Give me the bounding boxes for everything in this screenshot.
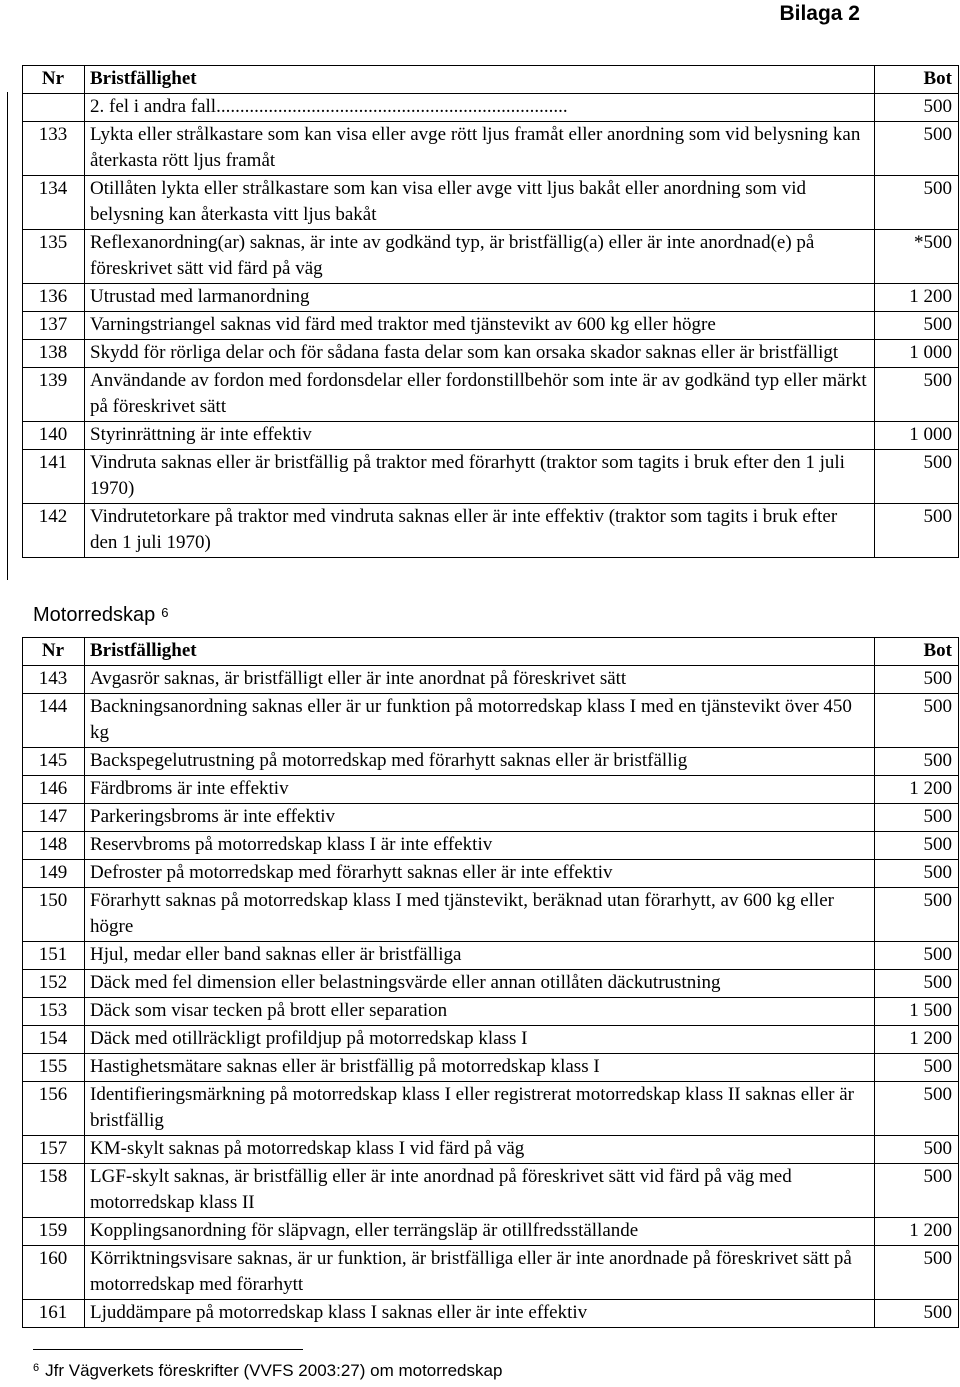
- row-number: 148: [23, 832, 85, 860]
- row-fine: 500: [875, 860, 959, 888]
- row-fine: 500: [875, 748, 959, 776]
- row-description: Kopplingsanordning för släpvagn, eller terrängsläp är otillfredsställande: [85, 1218, 875, 1246]
- table-row: [23, 888, 959, 942]
- row-fine: 1 200: [875, 776, 959, 804]
- table-row: [23, 694, 959, 748]
- row-fine: 500: [875, 1164, 959, 1218]
- row-description: Hastighetsmätare saknas eller är bristfällig på motorredskap klass I: [85, 1054, 875, 1082]
- row-fine: 500: [875, 694, 959, 748]
- table-row: [23, 776, 959, 804]
- table-row: [23, 422, 959, 450]
- footnote-number: 6: [33, 1362, 40, 1374]
- page-header-label: Bilaga 2: [779, 2, 860, 25]
- row-fine: 500: [875, 450, 959, 504]
- row-number: 145: [23, 748, 85, 776]
- row-number: 149: [23, 860, 85, 888]
- row-fine: 1 200: [875, 1218, 959, 1246]
- row-fine: 500: [875, 888, 959, 942]
- footnote-reference: 6: [161, 605, 169, 620]
- row-description: Användande av fordon med fordonsdelar eller fordonstillbehör som inte är av godkänd typ eller märkt på föreskrivet sätt: [85, 368, 875, 422]
- row-fine: 500: [875, 832, 959, 860]
- row-description: Körriktningsvisare saknas, är ur funktion, är bristfälliga eller är inte anordnade på föreskrivet sätt på motorredskap med förarhytt: [85, 1246, 875, 1300]
- row-fine: 500: [875, 368, 959, 422]
- row-fine: 500: [875, 1246, 959, 1300]
- row-description: Hjul, medar eller band saknas eller är bristfälliga: [85, 942, 875, 970]
- row-number: 159: [23, 1218, 85, 1246]
- row-description: Färdbroms är inte effektiv: [85, 776, 875, 804]
- row-description: Defroster på motorredskap med förarhytt saknas eller är inte effektiv: [85, 860, 875, 888]
- row-number: 136: [23, 284, 85, 312]
- row-number: 156: [23, 1082, 85, 1136]
- row-description: Styrinrättning är inte effektiv: [85, 422, 875, 450]
- row-description: Avgasrör saknas, är bristfälligt eller är inte anordnat på föreskrivet sätt: [85, 666, 875, 694]
- row-fine: 500: [875, 804, 959, 832]
- row-number: 152: [23, 970, 85, 998]
- row-number: 158: [23, 1164, 85, 1218]
- column-header-fine: Bot: [875, 638, 959, 666]
- row-number: 139: [23, 368, 85, 422]
- row-description: Otillåten lykta eller strålkastare som kan visa eller avge vitt ljus bakåt eller anordning som vid belysning kan återkasta vitt ljus bakåt: [85, 176, 875, 230]
- row-number: 146: [23, 776, 85, 804]
- table-row: [23, 998, 959, 1026]
- footnote: [33, 1361, 502, 1381]
- table-row: [23, 1164, 959, 1218]
- row-fine: 500: [875, 122, 959, 176]
- table-row: [23, 1136, 959, 1164]
- table-header-row: [23, 638, 959, 666]
- table-row: [23, 122, 959, 176]
- row-description: Identifieringsmärkning på motorredskap klass I eller registrerat motorredskap klass II saknas eller är bristfällig: [85, 1082, 875, 1136]
- row-fine: 500: [875, 1082, 959, 1136]
- row-number: 157: [23, 1136, 85, 1164]
- footnote-divider: [33, 1349, 303, 1350]
- row-number: 147: [23, 804, 85, 832]
- row-number: 134: [23, 176, 85, 230]
- table-row: [23, 942, 959, 970]
- row-number: 160: [23, 1246, 85, 1300]
- row-number: 154: [23, 1026, 85, 1054]
- row-number: 140: [23, 422, 85, 450]
- column-header-nr: Nr: [23, 66, 85, 94]
- table-row: [23, 832, 959, 860]
- fees-table-motorredskap: [22, 637, 959, 1328]
- row-fine: 500: [875, 312, 959, 340]
- table-row: [23, 970, 959, 998]
- table-row: [23, 1082, 959, 1136]
- footnote-text: Jfr Vägverkets föreskrifter (VVFS 2003:27) om motorredskap: [45, 1361, 503, 1380]
- table-row: [23, 504, 959, 558]
- row-fine: 1 200: [875, 284, 959, 312]
- row-fine: 500: [875, 176, 959, 230]
- row-description: Varningstriangel saknas vid färd med traktor med tjänstevikt av 600 kg eller högre: [85, 312, 875, 340]
- row-number: 141: [23, 450, 85, 504]
- row-number: 133: [23, 122, 85, 176]
- revision-margin-bar: [7, 92, 8, 580]
- fees-table-tractors: [22, 65, 959, 558]
- row-fine: 500: [875, 970, 959, 998]
- row-fine: 1 000: [875, 422, 959, 450]
- row-description: Förarhytt saknas på motorredskap klass I med tjänstevikt, beräknad utan förarhytt, av 600 kg eller högre: [85, 888, 875, 942]
- row-number: 143: [23, 666, 85, 694]
- table-header-row: [23, 66, 959, 94]
- row-description: Utrustad med larmanordning: [85, 284, 875, 312]
- table-row: [23, 450, 959, 504]
- table-row: [23, 312, 959, 340]
- section-heading-motorredskap: [33, 604, 169, 627]
- row-description: Backningsanordning saknas eller är ur funktion på motorredskap klass I med en tjänstevikt över 450 kg: [85, 694, 875, 748]
- table-row: [23, 1026, 959, 1054]
- row-description: Vindrutetorkare på traktor med vindruta saknas eller är inte effektiv (traktor som tagits i bruk efter den 1 juli 1970): [85, 504, 875, 558]
- row-description: Backspegelutrustning på motorredskap med förarhytt saknas eller är bristfällig: [85, 748, 875, 776]
- row-number: 138: [23, 340, 85, 368]
- row-number: 144: [23, 694, 85, 748]
- row-description: Däck med fel dimension eller belastningsvärde eller annan otillåten däckutrustning: [85, 970, 875, 998]
- row-fine: 1 200: [875, 1026, 959, 1054]
- section-title: Motorredskap: [33, 604, 156, 626]
- row-description: Vindruta saknas eller är bristfällig på traktor med förarhytt (traktor som tagits i bruk efter den 1 juli 1970): [85, 450, 875, 504]
- column-header-nr: Nr: [23, 638, 85, 666]
- row-fine: 500: [875, 942, 959, 970]
- row-description: Parkeringsbroms är inte effektiv: [85, 804, 875, 832]
- table-row: [23, 1300, 959, 1328]
- table-row: [23, 1246, 959, 1300]
- table-row: [23, 230, 959, 284]
- row-description: KM-skylt saknas på motorredskap klass I vid färd på väg: [85, 1136, 875, 1164]
- row-number: 161: [23, 1300, 85, 1328]
- row-number: 151: [23, 942, 85, 970]
- table-row: [23, 748, 959, 776]
- table-row: [23, 176, 959, 230]
- row-number: [23, 94, 85, 122]
- row-fine: 500: [875, 1054, 959, 1082]
- table-row: [23, 340, 959, 368]
- row-description: 2. fel i andra fall..........................................................................: [85, 94, 875, 122]
- row-fine: 500: [875, 504, 959, 558]
- row-number: 153: [23, 998, 85, 1026]
- table-row: [23, 804, 959, 832]
- row-fine: *500: [875, 230, 959, 284]
- table-row: [23, 666, 959, 694]
- row-number: 155: [23, 1054, 85, 1082]
- column-header-fine: Bot: [875, 66, 959, 94]
- row-description: Däck med otillräckligt profildjup på motorredskap klass I: [85, 1026, 875, 1054]
- row-fine: 500: [875, 666, 959, 694]
- row-number: 137: [23, 312, 85, 340]
- row-description: Reflexanordning(ar) saknas, är inte av godkänd typ, är bristfällig(a) eller är inte anordnad(e) på föreskrivet sätt vid färd på väg: [85, 230, 875, 284]
- row-description: Reservbroms på motorredskap klass I är inte effektiv: [85, 832, 875, 860]
- table-row: [23, 1054, 959, 1082]
- table-row: [23, 860, 959, 888]
- column-header-description: Bristfällighet: [85, 638, 875, 666]
- table-row: [23, 1218, 959, 1246]
- row-description: Däck som visar tecken på brott eller separation: [85, 998, 875, 1026]
- row-fine: 1 000: [875, 340, 959, 368]
- table-row: [23, 284, 959, 312]
- row-description: Ljuddämpare på motorredskap klass I saknas eller är inte effektiv: [85, 1300, 875, 1328]
- row-description: Skydd för rörliga delar och för sådana fasta delar som kan orsaka skador saknas eller är bristfälligt: [85, 340, 875, 368]
- row-fine: 500: [875, 1136, 959, 1164]
- row-number: 142: [23, 504, 85, 558]
- row-description: Lykta eller strålkastare som kan visa eller avge rött ljus framåt eller anordning som vid belysning kan återkasta rött ljus framåt: [85, 122, 875, 176]
- row-fine: 500: [875, 1300, 959, 1328]
- column-header-description: Bristfällighet: [85, 66, 875, 94]
- table-row: [23, 94, 959, 122]
- table-row: [23, 368, 959, 422]
- row-number: 150: [23, 888, 85, 942]
- row-number: 135: [23, 230, 85, 284]
- row-fine: 1 500: [875, 998, 959, 1026]
- row-description: LGF-skylt saknas, är bristfällig eller är inte anordnad på föreskrivet sätt vid färd på väg med motorredskap klass II: [85, 1164, 875, 1218]
- row-fine: 500: [875, 94, 959, 122]
